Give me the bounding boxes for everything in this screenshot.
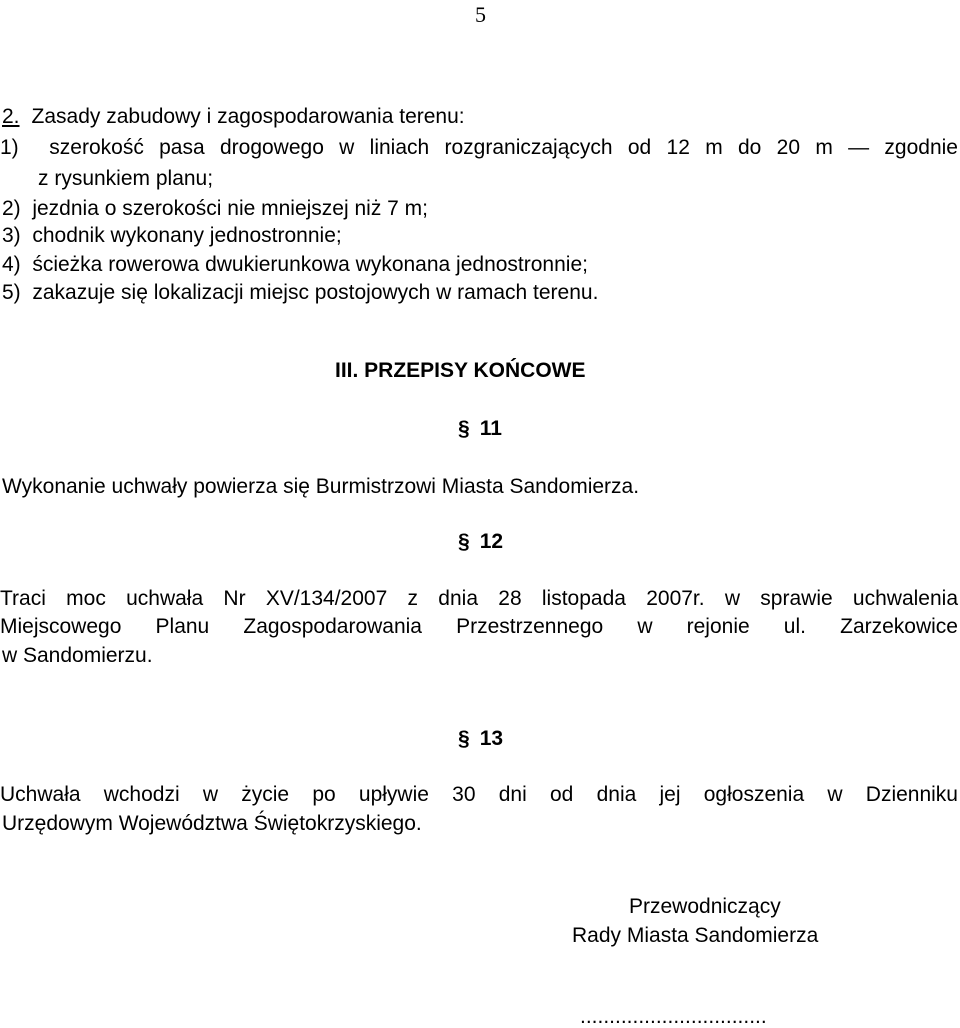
list-item: 4) ścieżka rowerowa dwukierunkowa wykonana jednostronnie;	[2, 253, 588, 276]
paragraph-13-line: Uchwała wchodzi w życie po upływie 30 dni od dnia jej ogłoszenia w Dzienniku	[0, 783, 958, 806]
signature-body: Rady Miasta Sandomierza	[572, 924, 819, 947]
chapter-title: III. PRZEPISY KOŃCOWE	[335, 359, 586, 382]
paragraph-number: 11	[479, 417, 502, 440]
paragraph-12-line: Traci moc uchwała Nr XV/134/2007 z dnia 28 listopada 2007r. w sprawie uchwalenia	[0, 587, 958, 610]
paragraph-symbol: §	[458, 727, 470, 750]
paragraph-11-heading	[458, 418, 502, 439]
paragraph-12-line: w Sandomierzu.	[2, 644, 153, 667]
paragraph-13-heading	[458, 728, 503, 749]
page-number: 5	[475, 2, 486, 27]
section-heading	[2, 106, 465, 127]
paragraph-11-text: Wykonanie uchwały powierza się Burmistrzowi Miasta Sandomierza.	[2, 475, 640, 498]
paragraph-12-line: Miejscowego Planu Zagospodarowania Przestrzennego w rejonie ul. Zarzekowice	[0, 615, 958, 638]
signature-role: Przewodniczący	[629, 895, 781, 918]
section-number: 2.	[2, 105, 20, 128]
list-item: 2) jezdnia o szerokości nie mniejszej niż 7 m;	[2, 197, 429, 220]
paragraph-number: 12	[479, 530, 504, 553]
list-item: 5) zakazuje się lokalizacji miejsc postojowych w ramach terenu.	[2, 281, 599, 304]
paragraph-13-line: Urzędowym Województwa Świętokrzyskiego.	[2, 812, 422, 835]
paragraph-12-heading	[458, 531, 503, 552]
list-item-continuation: z rysunkiem planu;	[38, 167, 214, 190]
paragraph-number: 13	[479, 727, 504, 750]
list-item: 3) chodnik wykonany jednostronnie;	[2, 224, 342, 247]
paragraph-symbol: §	[458, 530, 470, 553]
list-item: 1) szerokość pasa drogowego w liniach rozgraniczających od 12 m do 20 m — zgodnie	[0, 136, 958, 159]
section-heading-text: Zasady zabudowy i zagospodarowania terenu:	[31, 105, 465, 128]
paragraph-symbol: §	[458, 417, 470, 440]
signature-line: ................................	[580, 1005, 767, 1028]
